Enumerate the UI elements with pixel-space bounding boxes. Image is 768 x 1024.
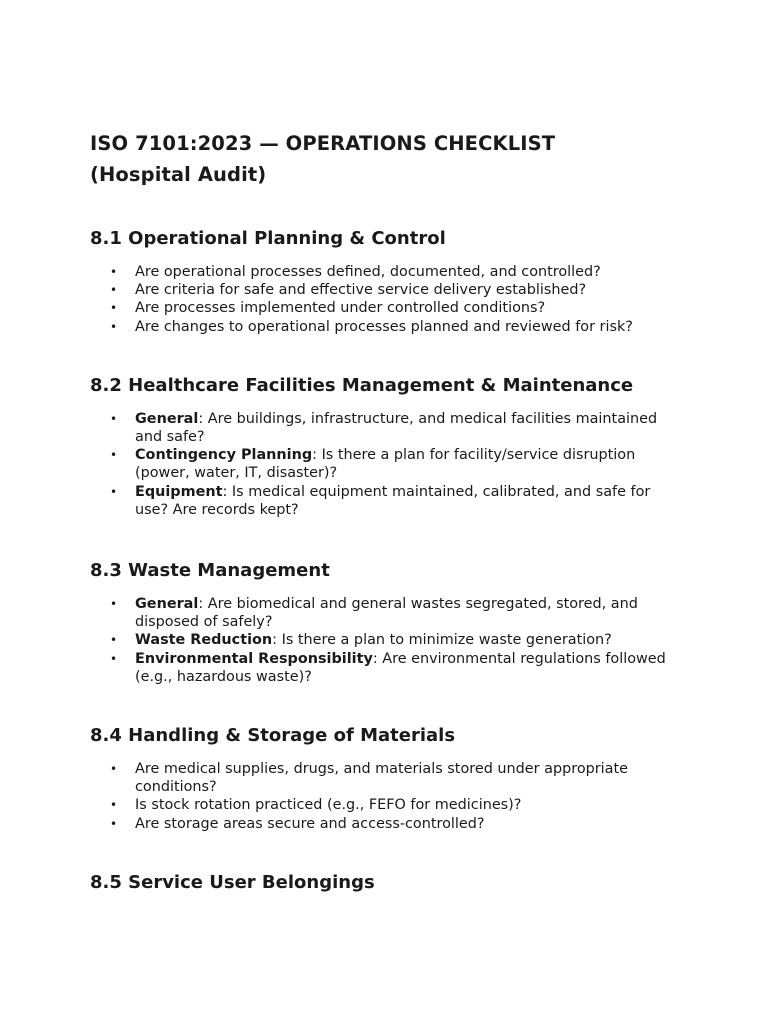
bullet-icon: • <box>110 484 118 499</box>
item-label: Contingency Planning <box>135 447 313 464</box>
bullet-icon: • <box>110 816 118 831</box>
section-heading: 8.4 Handling & Storage of Materials <box>90 725 456 747</box>
item-text: Are medical supplies, drugs, and materials stored under appropriate conditions? <box>135 761 628 796</box>
list-item <box>90 281 678 299</box>
section-heading: 8.2 Healthcare Facilities Management & Maintenance <box>90 374 634 396</box>
item-label: General <box>135 410 199 427</box>
item-text: : Are environmental regulations followed (e.g., hazardous waste)? <box>135 650 666 685</box>
section-heading: 8.5 Service User Belongings <box>90 871 375 893</box>
section-heading: 8.1 Operational Planning & Control <box>90 228 446 249</box>
bullet-icon: • <box>110 448 118 463</box>
bullet-icon: • <box>110 301 118 316</box>
bullet-icon: • <box>110 411 118 426</box>
checklist <box>90 410 678 519</box>
document-title-line1: ISO 7101:2023 — OPERATIONS CHECKLIST <box>90 132 556 155</box>
bullet-icon: • <box>110 633 118 648</box>
section-8-4 <box>90 724 678 833</box>
list-item <box>90 650 678 686</box>
document-title-line2: (Hospital Audit) <box>90 163 267 186</box>
list-item <box>90 631 678 649</box>
bullet-icon: • <box>110 283 118 298</box>
bullet-icon: • <box>110 597 118 612</box>
item-text: Are storage areas secure and access-controlled? <box>135 815 485 832</box>
item-text: : Are buildings, infrastructure, and medical facilities maintained and safe? <box>135 410 658 446</box>
list-item <box>90 815 678 833</box>
item-label: Environmental Responsibility <box>135 650 373 667</box>
item-label: Waste Reduction <box>135 632 273 649</box>
bullet-icon: • <box>110 319 118 334</box>
list-item <box>90 318 678 336</box>
bullet-icon: • <box>110 651 118 666</box>
document-title <box>90 128 678 190</box>
bullet-icon: • <box>110 265 118 279</box>
section-8-1 <box>90 227 678 336</box>
item-text: Are criteria for safe and effective service delivery established? <box>135 282 587 299</box>
list-item <box>90 595 678 631</box>
list-item <box>90 446 678 482</box>
checklist <box>90 760 678 833</box>
bullet-icon: • <box>110 798 118 813</box>
bullet-icon: • <box>110 762 118 777</box>
checklist <box>90 263 678 336</box>
section-8-3 <box>90 559 678 686</box>
item-text: Are processes implemented under controlled conditions? <box>135 300 546 317</box>
item-text: : Are biomedical and general wastes segregated, stored, and disposed of safely? <box>135 596 638 631</box>
list-item <box>90 796 678 814</box>
item-text: : Is there a plan for facility/service disruption (power, water, IT, disaster)? <box>135 447 636 482</box>
item-label: Equipment <box>135 483 223 500</box>
list-item <box>90 263 678 281</box>
item-label: General <box>135 596 199 613</box>
item-text: Are operational processes defined, documented, and controlled? <box>135 264 601 280</box>
item-text: : Is there a plan to minimize waste generation? <box>272 632 612 649</box>
list-item <box>90 483 678 519</box>
list-item <box>90 299 678 317</box>
item-text: Are changes to operational processes planned and reviewed for risk? <box>135 318 633 335</box>
checklist <box>90 595 678 686</box>
item-text: Is stock rotation practiced (e.g., FEFO for medicines)? <box>135 797 522 814</box>
section-8-5 <box>90 871 678 895</box>
section-8-2 <box>90 374 678 519</box>
item-text: : Is medical equipment maintained, calibrated, and safe for use? Are records kept? <box>135 483 651 518</box>
section-heading: 8.3 Waste Management <box>90 560 330 582</box>
list-item <box>90 760 678 796</box>
list-item <box>90 410 678 446</box>
